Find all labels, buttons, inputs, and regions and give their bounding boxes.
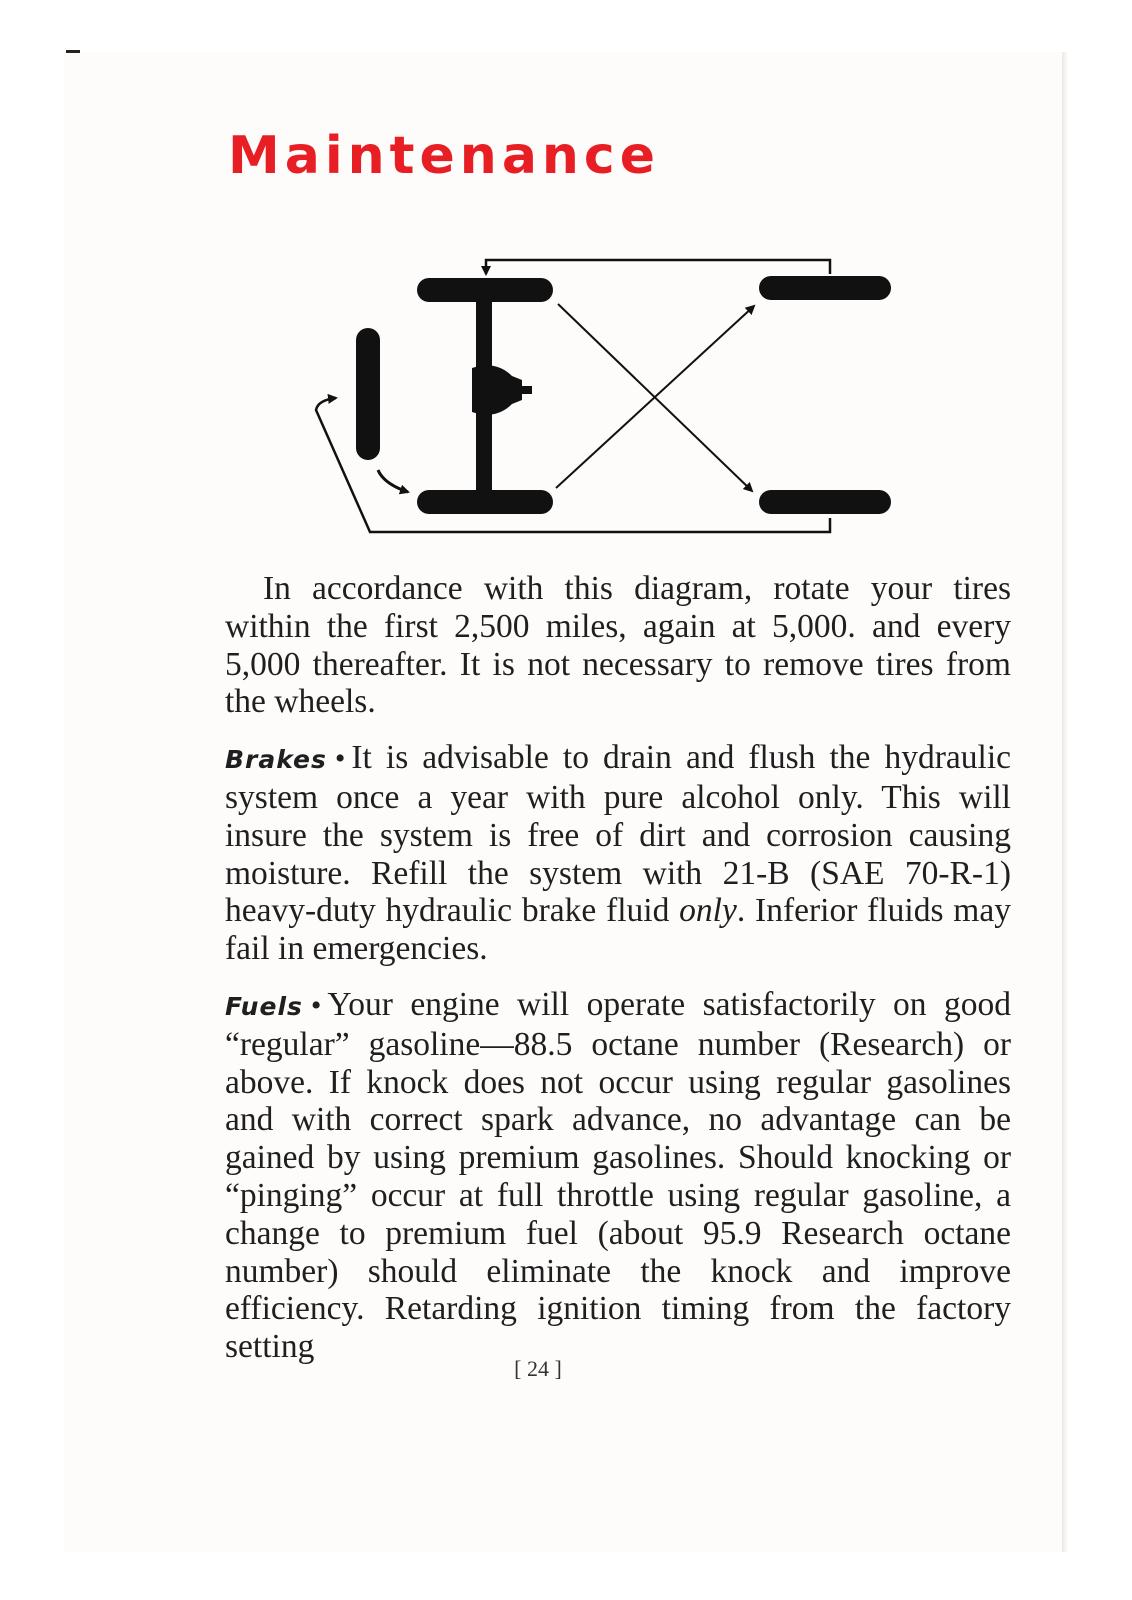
rear-axle-icon [417, 278, 553, 514]
fuels-text: Your engine will operate satisfactorily on good “regular” gasoline—88.5 octane number (Research) or above. If knock does not occur using regular gasolines and with correct spark advance, no advantage can be gained by using premium gasolines. Should knocking or “pinging” occur at full throttle using regular gasoline, a change to premium fuel (about 95.9 Research octane number) should eliminate the knock and improve efficiency. Retarding ignition timing from the factory setting [225, 985, 1011, 1366]
spare-tire-icon [356, 328, 380, 460]
brakes-text: It is advisable to drain and flush the hydraulic system once a year with pure alcohol only. This will insure the system is free of dirt and corrosion causing moisture. Refill the system with 21-B (SAE 70-R-1) heavy-duty hydraulic brake fluid [225, 739, 1011, 930]
brakes-heading: Brakes [225, 745, 327, 775]
page-number: [ 24 ] [514, 1356, 562, 1381]
fuels-bullet: • [310, 988, 322, 1022]
brakes-paragraph [225, 739, 1011, 968]
page-edge-shadow [1062, 52, 1068, 1552]
tire-rotation-paragraph: In accordance with this diagram, rotate your tires within the first 2,500 miles, again at 5,000. and every 5,000 thereafter. It is not necessary to remove tires from the wheels. [225, 570, 1011, 721]
brakes-bullet: • [334, 742, 346, 776]
tire-rotation-diagram-icon [300, 248, 920, 558]
fuels-heading: Fuels [225, 991, 303, 1021]
brakes-text-end: . Inferior fluids may fail in emergencies. [225, 892, 1011, 968]
brakes-emphasis: only [679, 892, 737, 930]
front-right-tire-icon [759, 490, 891, 514]
fuels-paragraph [225, 986, 1011, 1366]
corner-mark [66, 50, 80, 53]
front-left-tire-icon [759, 276, 891, 300]
body-text [225, 570, 1011, 1384]
page-title: Maintenance [228, 126, 661, 186]
